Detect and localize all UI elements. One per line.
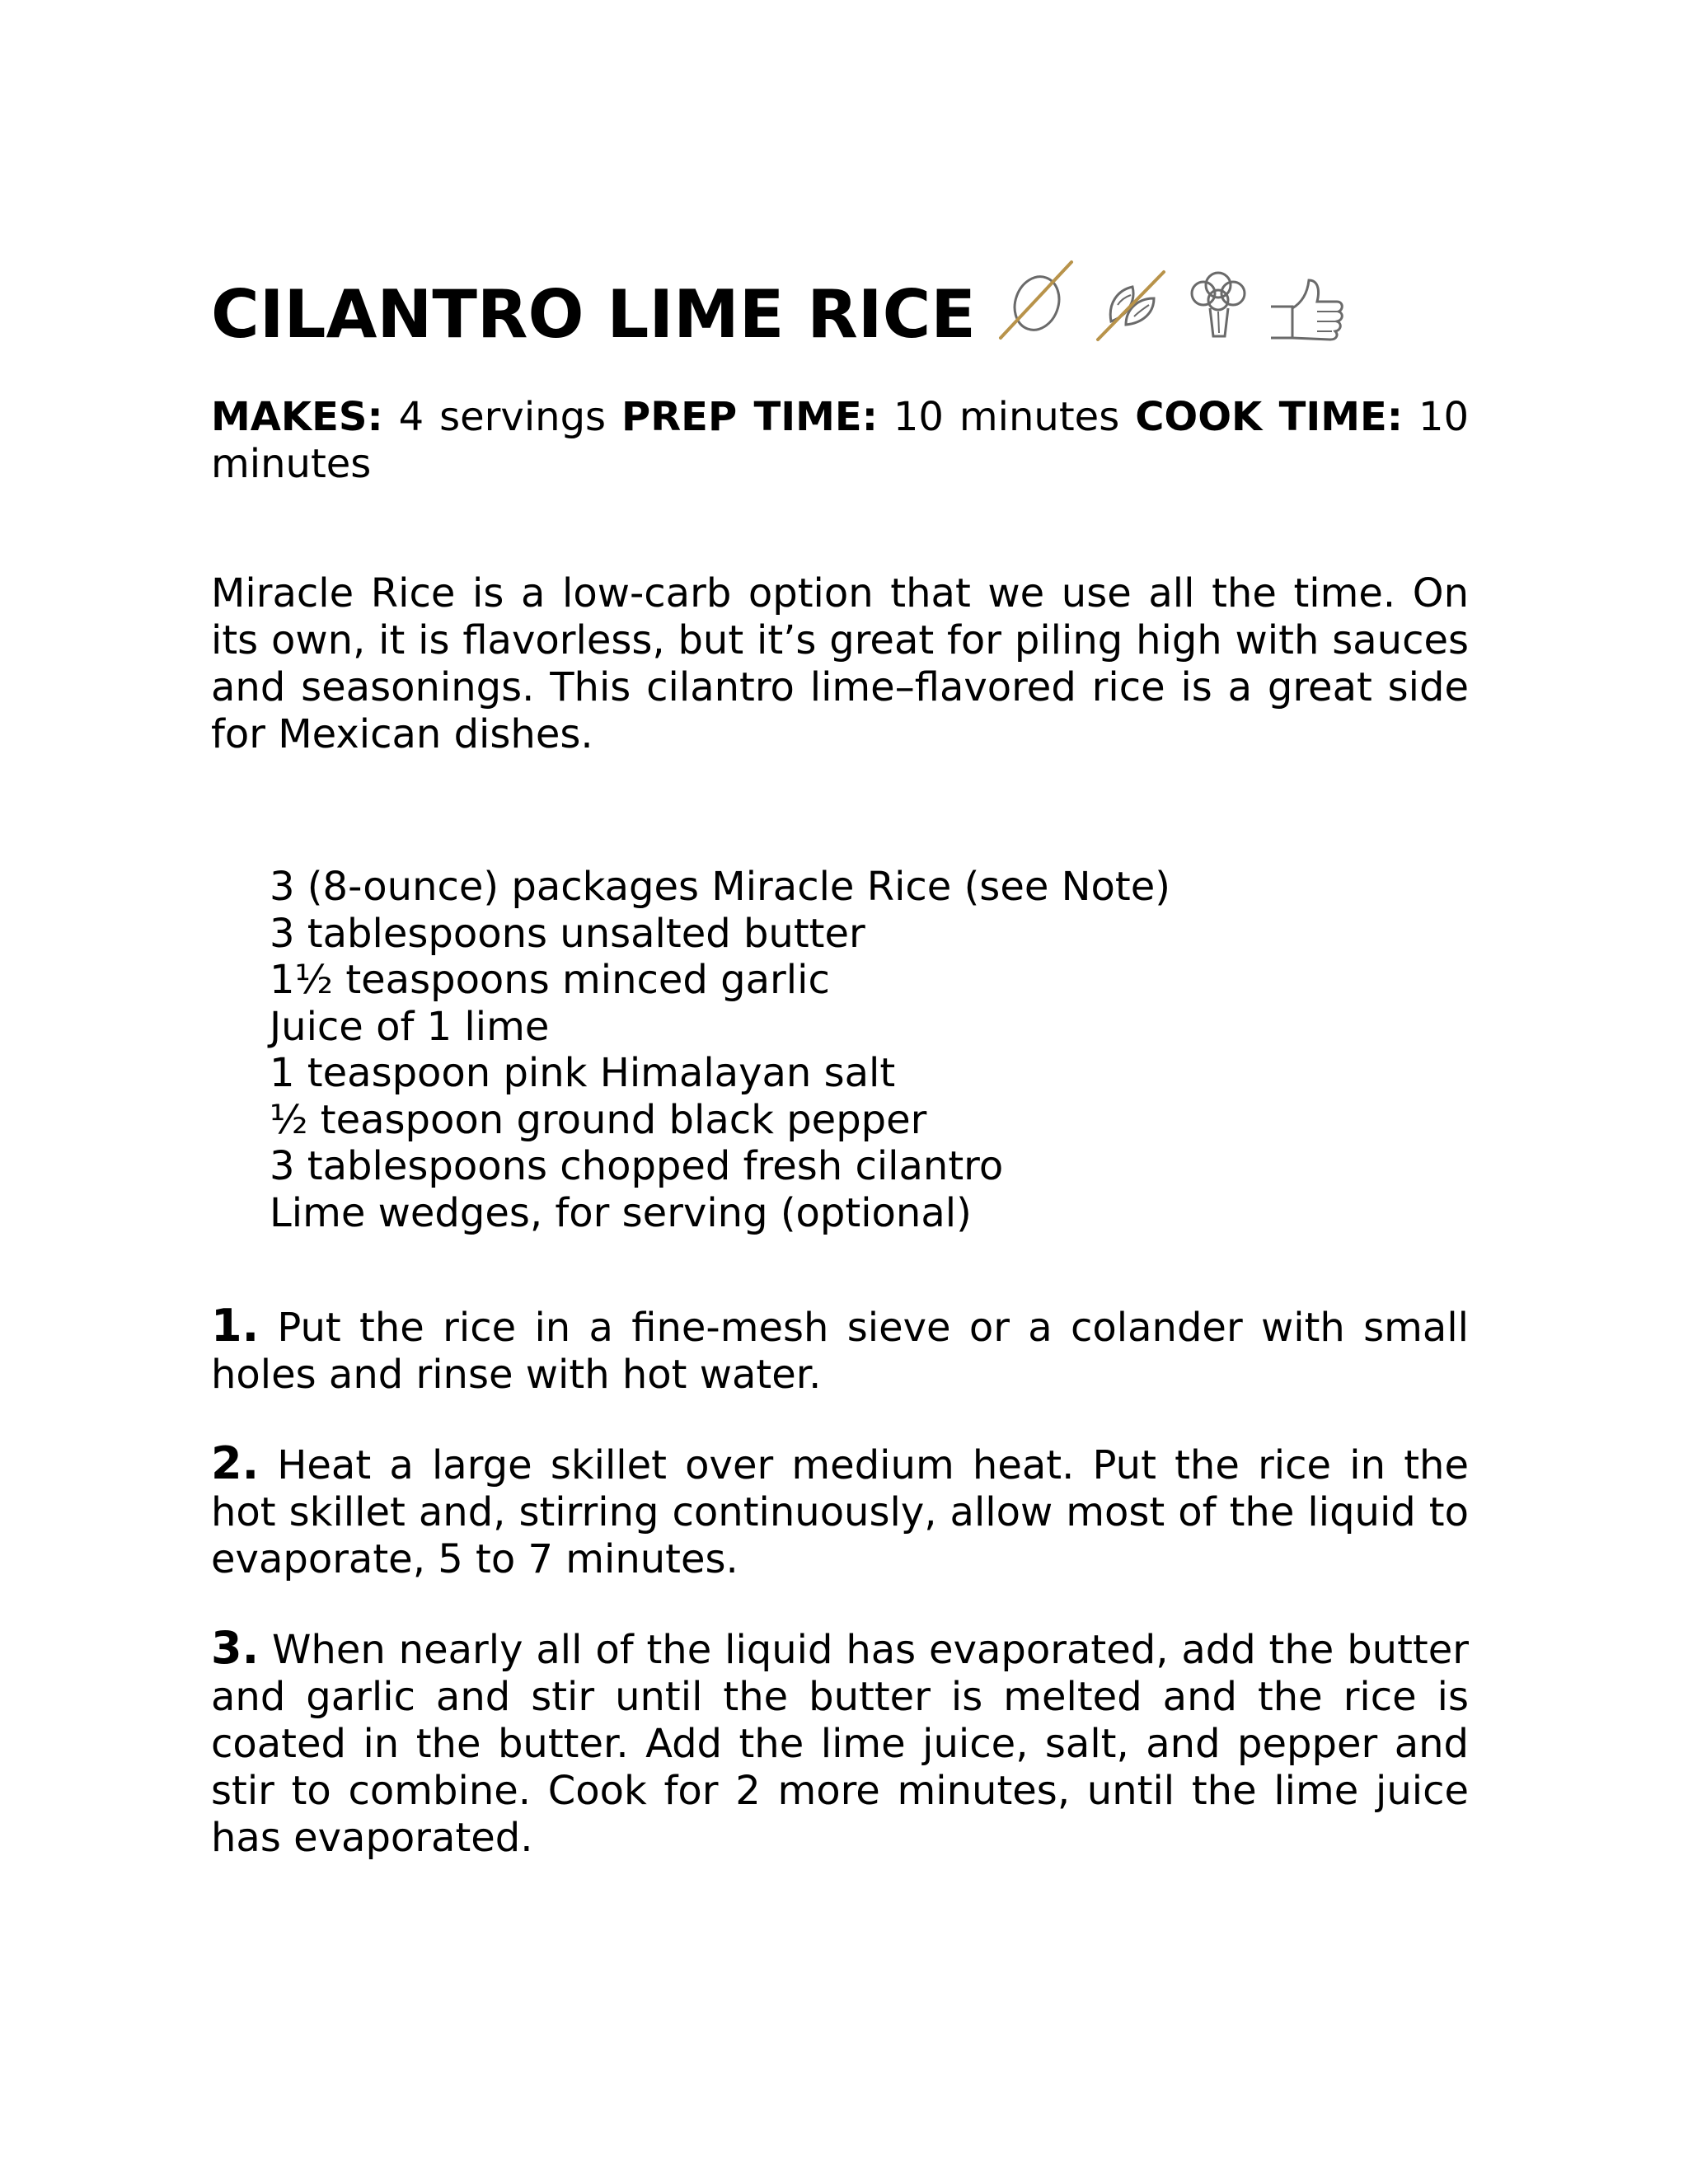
diet-icons [996,257,1347,354]
ingredient-item: 3 (8-ounce) packages Miracle Rice (see Note) [270,864,1170,910]
ingredient-item: Lime wedges, for serving (optional) [270,1189,972,1236]
makes-value: 4 servings [398,394,607,440]
step-text: Put the rice in a fine-mesh sieve or a colander with small holes and rinse with hot water. [211,1305,1469,1398]
ingredient-item: Juice of 1 lime [270,1003,550,1050]
ingredient-item: ½ teaspoon ground black pepper [270,1096,927,1143]
prep-time-label: PREP TIME: [621,394,878,440]
ingredient-list [270,864,1469,1236]
ingredient-item: 1 teaspoon pink Himalayan salt [270,1050,896,1096]
recipe-meta [211,394,1469,488]
ingredient-item: 3 tablespoons chopped fresh cilantro [270,1143,1004,1189]
step-number: 3. [211,1622,260,1674]
recipe-page [211,247,1469,1903]
step-text: When nearly all of the liquid has evaporated, add the butter and garlic and stir until the butter is melted and the rice is coated in the butter. Add the lime juice, salt, and pepper and stir to combine. Cook for 2 more minutes, until the lime juice has evaporated. [211,1627,1469,1861]
makes-label: MAKES: [211,394,383,440]
instruction-step [211,1437,1469,1583]
instruction-step [211,1302,1469,1399]
cook-time-label: COOK TIME: [1135,394,1403,440]
instruction-steps [211,1302,1469,1862]
vegetarian-broccoli-icon [1184,269,1253,343]
step-text: Heat a large skillet over medium heat. Put the rice in the hot skillet and, stirring continuously, allow most of the liquid to evaporate, 5 to 7 minutes. [211,1442,1469,1582]
step-number: 2. [211,1437,260,1489]
no-nut-icon [1093,267,1169,343]
prep-time-value: 10 minutes [893,394,1120,440]
step-number: 1. [211,1300,260,1352]
ingredient-item: 1½ teaspoons minced garlic [270,957,830,1003]
recipe-intro: Miracle Rice is a low-carb option that we use all the time. On its own, it is flavorless, but it’s great for piling high with sauces and seasonings. This cilantro lime–flavored rice is a great side for Mexican dishes. [211,570,1469,757]
cook-time-value: 10 minutes [211,394,1470,487]
no-egg-icon [996,257,1078,343]
instruction-step [211,1624,1469,1862]
ingredient-item: 3 tablespoons unsalted butter [270,910,865,957]
recipe-title: CILANTRO LIME RICE [211,276,976,353]
easy-thumbs-up-icon [1268,274,1347,343]
title-row [211,247,1469,354]
